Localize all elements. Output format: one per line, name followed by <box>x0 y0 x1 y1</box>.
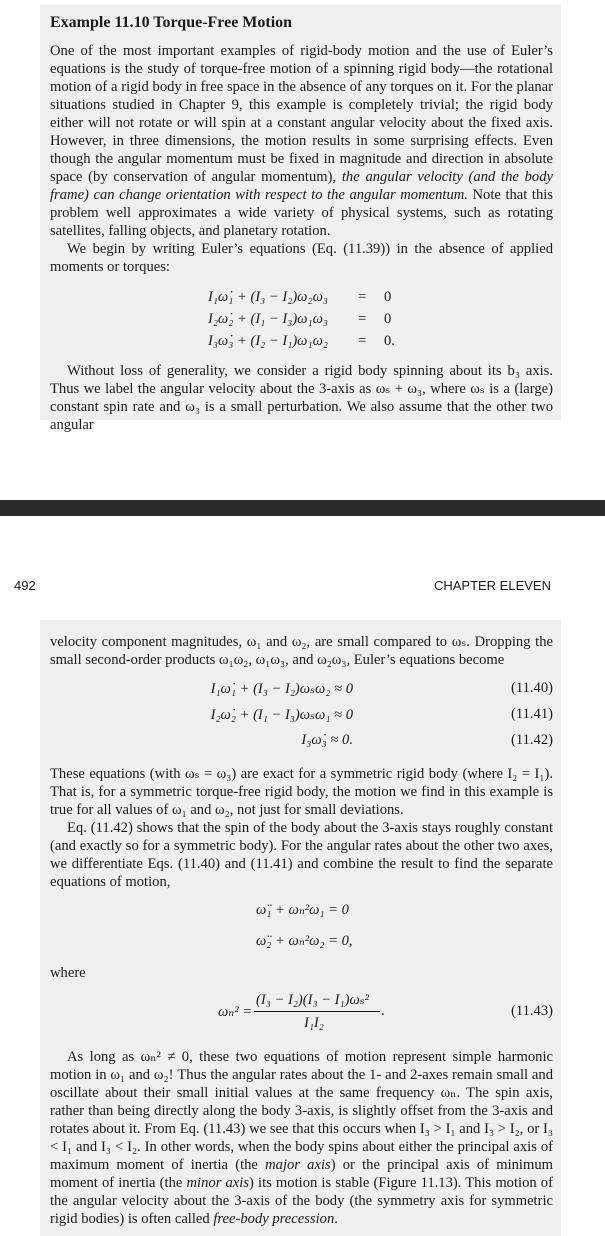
fraction-numerator: (I₃ − I₂)(I₃ − I₁)ωₛ² <box>256 992 370 1008</box>
euler-eq-2-equals: = <box>358 311 367 327</box>
running-header: CHAPTER ELEVEN <box>433 578 551 593</box>
linear-eq-2: I₂ω̇₂ + (I₁ − I₃)ωₛω₁ ≈ 0 <box>210 707 353 723</box>
continued-paragraph-4: As long as ωₙ² ≠ 0, these two equations of motion represent simple harmonic motion in ω₁ and ω₂! Thus the angular rates about the 1- and 2-axes remain small and oscillate about their small initial values at the same frequency ωₙ. The spin axis, rather than being directly along the body 3-axis, is slightly offset from the 3-axis and rotates about it. From Eq. (11.43) we see that this occurs when I₃ > I₁ and I₃ > I₂, or I₃ < I₁ and I₃ < I₂. In other words, when the body spins about either the principal axis of maximum moment of inertia (the major axis) or the principal axis of minimum moment of inertia (the minor axis) its motion is stable (Figure 11.13). This motion of the angular velocity about the 3-axis of the body (the symmetry axis for symmetric rigid bodies) is often called free-body precession. <box>50 1049 553 1227</box>
omega-n-lhs: ωₙ² = <box>218 1004 253 1020</box>
fraction-denominator: I₁I₂ <box>304 1015 324 1031</box>
euler-eq-3-equals: = <box>358 333 367 349</box>
euler-eq-2-rhs: 0 <box>384 311 392 327</box>
continued-paragraph-3: Eq. (11.42) shows that the spin of the body about the 3-axis stays roughly constant (and exactly so for a symmetric body). For the angular rates about the other two axes, we differentiate Eqs. (11.40) and (11.41) and combine the result to find the separate equations of motion, <box>50 820 553 890</box>
example-paragraph-3: Without loss of generality, we consider a rigid body spinning about its b₃ axis. Thus we label the angular velocity about the 3-axis as ωₛ + ω₃, where ωₛ is a (large) constant spin rate and ω₃ is a small perturbation. We also assume that the other two angular <box>50 363 553 433</box>
continued-paragraph-1: velocity component magnitudes, ω₁ and ω₂, are small compared to ωₛ. Dropping the small second-order products ω₁ω₂, ω₁ω₃, and ω₂ω₃, Euler’s equations become <box>50 634 553 668</box>
eq-number-11-41: (11.41) <box>510 706 553 722</box>
euler-eq-1-rhs: 0 <box>384 289 392 305</box>
where-label: where <box>50 965 86 981</box>
euler-eq-3-rhs: 0. <box>384 333 395 349</box>
euler-eq-2-lhs: I₂ω̇₂ + (I₁ − I₃)ω₁ω₃ <box>208 311 328 327</box>
fraction-bar <box>254 1011 380 1012</box>
example-paragraph-1: One of the most important examples of rigid-body motion and the use of Euler’s equations is the study of torque-free motion of a spinning rigid body—the rotational motion of a rigid body in free space in the absence of any torques on it. For the planar situations studied in Chapter 9, this example is completely trivial; the rigid body either will not rotate or will spin at a constant angular velocity about the fixed axis. However, in three dimensions, the motion results in some surprising effects. Even though the angular momentum must be fixed in magnitude and direction in absolute space (by conservation of angular momentum), the angular velocity (and the body frame) can change orientation with respect to the angular momentum. Note that this problem well approximates a wide variety of physical systems, such as rotating satellites, falling objects, and planetary rotation. <box>50 43 554 239</box>
continued-paragraph-2: These equations (with ωₛ = ω₃) are exact for a symmetric rigid body (where I₂ = I₁). That is, for a symmetric torque-free rigid body, the motion we find in this example is true for all values of ω₁ and ω₂, not just for small deviations. <box>50 766 553 818</box>
example-title: Example 11.10 Torque-Free Motion <box>50 14 293 31</box>
fraction-period: . <box>381 1003 385 1019</box>
linear-eq-1: I₁ω̇₁ + (I₃ − I₂)ωₛω₂ ≈ 0 <box>210 681 353 697</box>
euler-eq-3-lhs: I₃ω̇₃ + (I₂ − I₁)ω₁ω₂ <box>208 333 328 349</box>
euler-eq-1-equals: = <box>358 289 367 305</box>
eq-number-11-43: (11.43) <box>510 1003 553 1019</box>
example-paragraph-2: We begin by writing Euler’s equations (Eq. (11.39)) in the absence of applied moments or torques: <box>50 241 553 275</box>
eq-number-11-42: (11.42) <box>510 732 553 748</box>
eq-number-11-40: (11.40) <box>510 680 553 696</box>
euler-eq-1-lhs: I₁ω̇₁ + (I₃ − I₂)ω₂ω₃ <box>208 289 328 305</box>
linear-eq-3: I₃ω̇₃ ≈ 0. <box>301 732 353 748</box>
page-separator <box>0 500 605 516</box>
motion-eq-2: ω̈₂ + ωₙ²ω₂ = 0, <box>256 933 353 949</box>
motion-eq-1: ω̈₁ + ωₙ²ω₁ = 0 <box>256 902 349 918</box>
page-number: 492 <box>14 578 36 593</box>
